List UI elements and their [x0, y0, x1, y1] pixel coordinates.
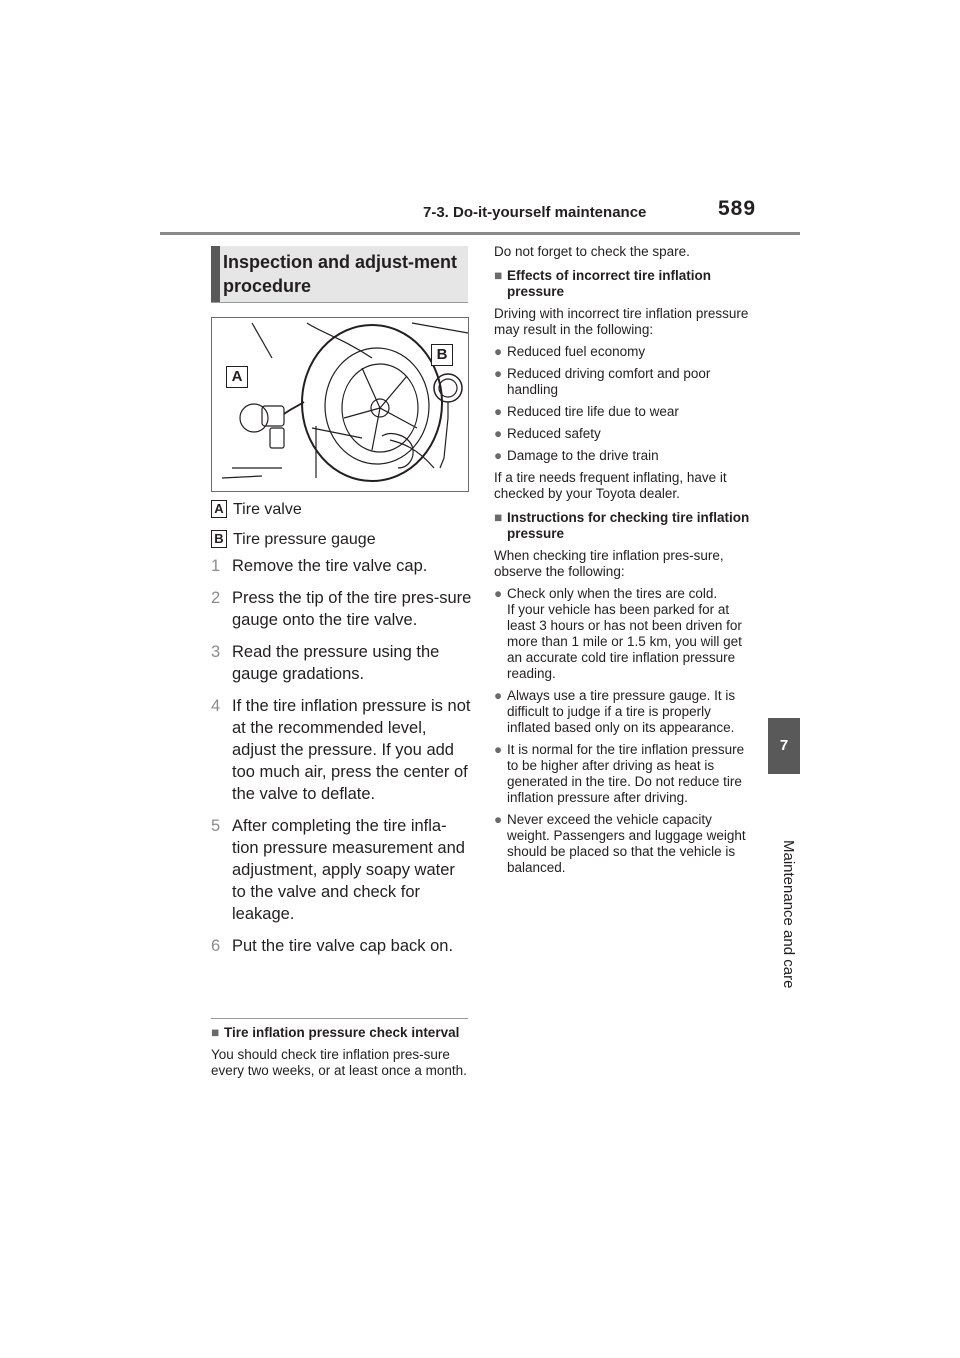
header-rule [160, 232, 800, 235]
list-item [494, 742, 756, 806]
bullet-icon: ● [494, 366, 503, 381]
square-bullet-icon: ■ [494, 510, 503, 525]
bullet-icon: ● [494, 426, 503, 441]
divider [211, 1018, 468, 1019]
bullet-icon: ● [494, 742, 503, 757]
bullet-icon: ● [494, 586, 503, 601]
instructions-heading [494, 510, 756, 542]
right-column [494, 244, 756, 876]
legend-b [211, 530, 376, 550]
bullet-icon: ● [494, 688, 503, 703]
list-item [494, 812, 756, 876]
check-interval-body: You should check tire inflation pres-sure every two weeks, or at least once a month. [211, 1047, 467, 1078]
instructions-section [494, 510, 756, 876]
legend-marker-a: A [211, 500, 227, 518]
list-item-text: Damage to the drive train [507, 448, 659, 463]
square-bullet-icon: ■ [494, 268, 503, 283]
legend-a [211, 500, 302, 520]
check-interval-title: Tire inflation pressure check interval [224, 1025, 460, 1040]
step-number: 2 [211, 589, 221, 607]
step [211, 935, 473, 957]
step [211, 555, 473, 577]
bullet-icon: ● [494, 812, 503, 827]
chapter-title: Maintenance and care [780, 840, 797, 989]
square-bullet-icon: ■ [211, 1025, 220, 1040]
step [211, 695, 473, 805]
effects-heading [494, 268, 756, 300]
bullet-icon: ● [494, 404, 503, 419]
effects-after: If a tire needs frequent inflating, have it checked by your Toyota dealer. [494, 470, 727, 501]
list-item [494, 448, 756, 464]
effects-title: Effects of incorrect tire inflation pressure [507, 268, 712, 299]
legend-text-a: Tire valve [233, 501, 302, 518]
list-item-text: It is normal for the tire inflation pressure to be higher after driving as heat is generated in the tire. Do not reduce tire inflation pressure after driving. [507, 742, 745, 805]
procedure-steps [211, 555, 473, 967]
section-heading: Inspection and adjust-ment procedure [223, 252, 458, 296]
bullet-icon: ● [494, 344, 503, 359]
chapter-tab: 7 [768, 718, 800, 774]
list-item-text: Check only when the tires are cold. If your vehicle has been parked for at least 3 hours or has not been driven for more than 1 mile or 1.5 km, you will get an accurate cold tire inflation pressure reading. [507, 586, 742, 681]
list-item-text: Reduced safety [507, 426, 601, 441]
section-header: 7-3. Do-it-yourself maintenance [423, 204, 647, 221]
section-heading-box [211, 246, 468, 303]
legend-marker-b: B [211, 530, 227, 548]
instructions-body: When checking tire inflation pres-sure, observe the following: [494, 548, 724, 579]
step-text: Put the tire valve cap back on. [232, 937, 454, 955]
section-heading-bar [211, 246, 220, 302]
list-item [494, 586, 756, 682]
callout-a: A [226, 366, 248, 388]
list-item-text: Reduced driving comfort and poor handling [507, 366, 711, 397]
instructions-title: Instructions for checking tire inflation pressure [507, 510, 750, 541]
spare-note: Do not forget to check the spare. [494, 244, 690, 259]
list-item-text: Reduced fuel economy [507, 344, 646, 359]
list-item [494, 688, 756, 736]
step-text: If the tire inflation pressure is not at the recommended level, adjust the pressure. If you add too much air, press the center of the valve to deflate. [232, 697, 471, 803]
effects-body: Driving with incorrect tire inflation pressure may result in the following: [494, 306, 749, 337]
step-number: 6 [211, 937, 221, 955]
check-interval-note [211, 1025, 473, 1079]
step-text: After completing the tire infla-tion pressure measurement and adjustment, apply soapy water to the valve and check for leakage. [232, 817, 465, 923]
check-interval-heading [211, 1025, 473, 1041]
list-item [494, 366, 756, 398]
step [211, 815, 473, 925]
step-number: 4 [211, 697, 221, 715]
list-item [494, 426, 756, 442]
list-item [494, 344, 756, 360]
bullet-icon: ● [494, 448, 503, 463]
step [211, 641, 473, 685]
step-text: Press the tip of the tire pres-sure gauge onto the tire valve. [232, 589, 472, 629]
step-number: 5 [211, 817, 221, 835]
tire-pressure-illustration [211, 317, 469, 492]
tire-gauge-drawing [212, 318, 468, 491]
step-number: 3 [211, 643, 221, 661]
step [211, 587, 473, 631]
list-item-text: Reduced tire life due to wear [507, 404, 679, 419]
list-item [494, 404, 756, 420]
legend-text-b: Tire pressure gauge [233, 531, 376, 548]
step-text: Read the pressure using the gauge gradations. [232, 643, 440, 683]
page-number: 589 [718, 197, 757, 220]
list-item-text: Never exceed the vehicle capacity weight. Passengers and luggage weight should be placed so that the vehicle is balanced. [507, 812, 746, 875]
list-item-text: Always use a tire pressure gauge. It is difficult to judge if a tire is properly inflated based only on its appearance. [507, 688, 736, 735]
step-number: 1 [211, 557, 221, 575]
effects-section [494, 268, 756, 502]
step-text: Remove the tire valve cap. [232, 557, 428, 575]
callout-b: B [431, 344, 453, 366]
